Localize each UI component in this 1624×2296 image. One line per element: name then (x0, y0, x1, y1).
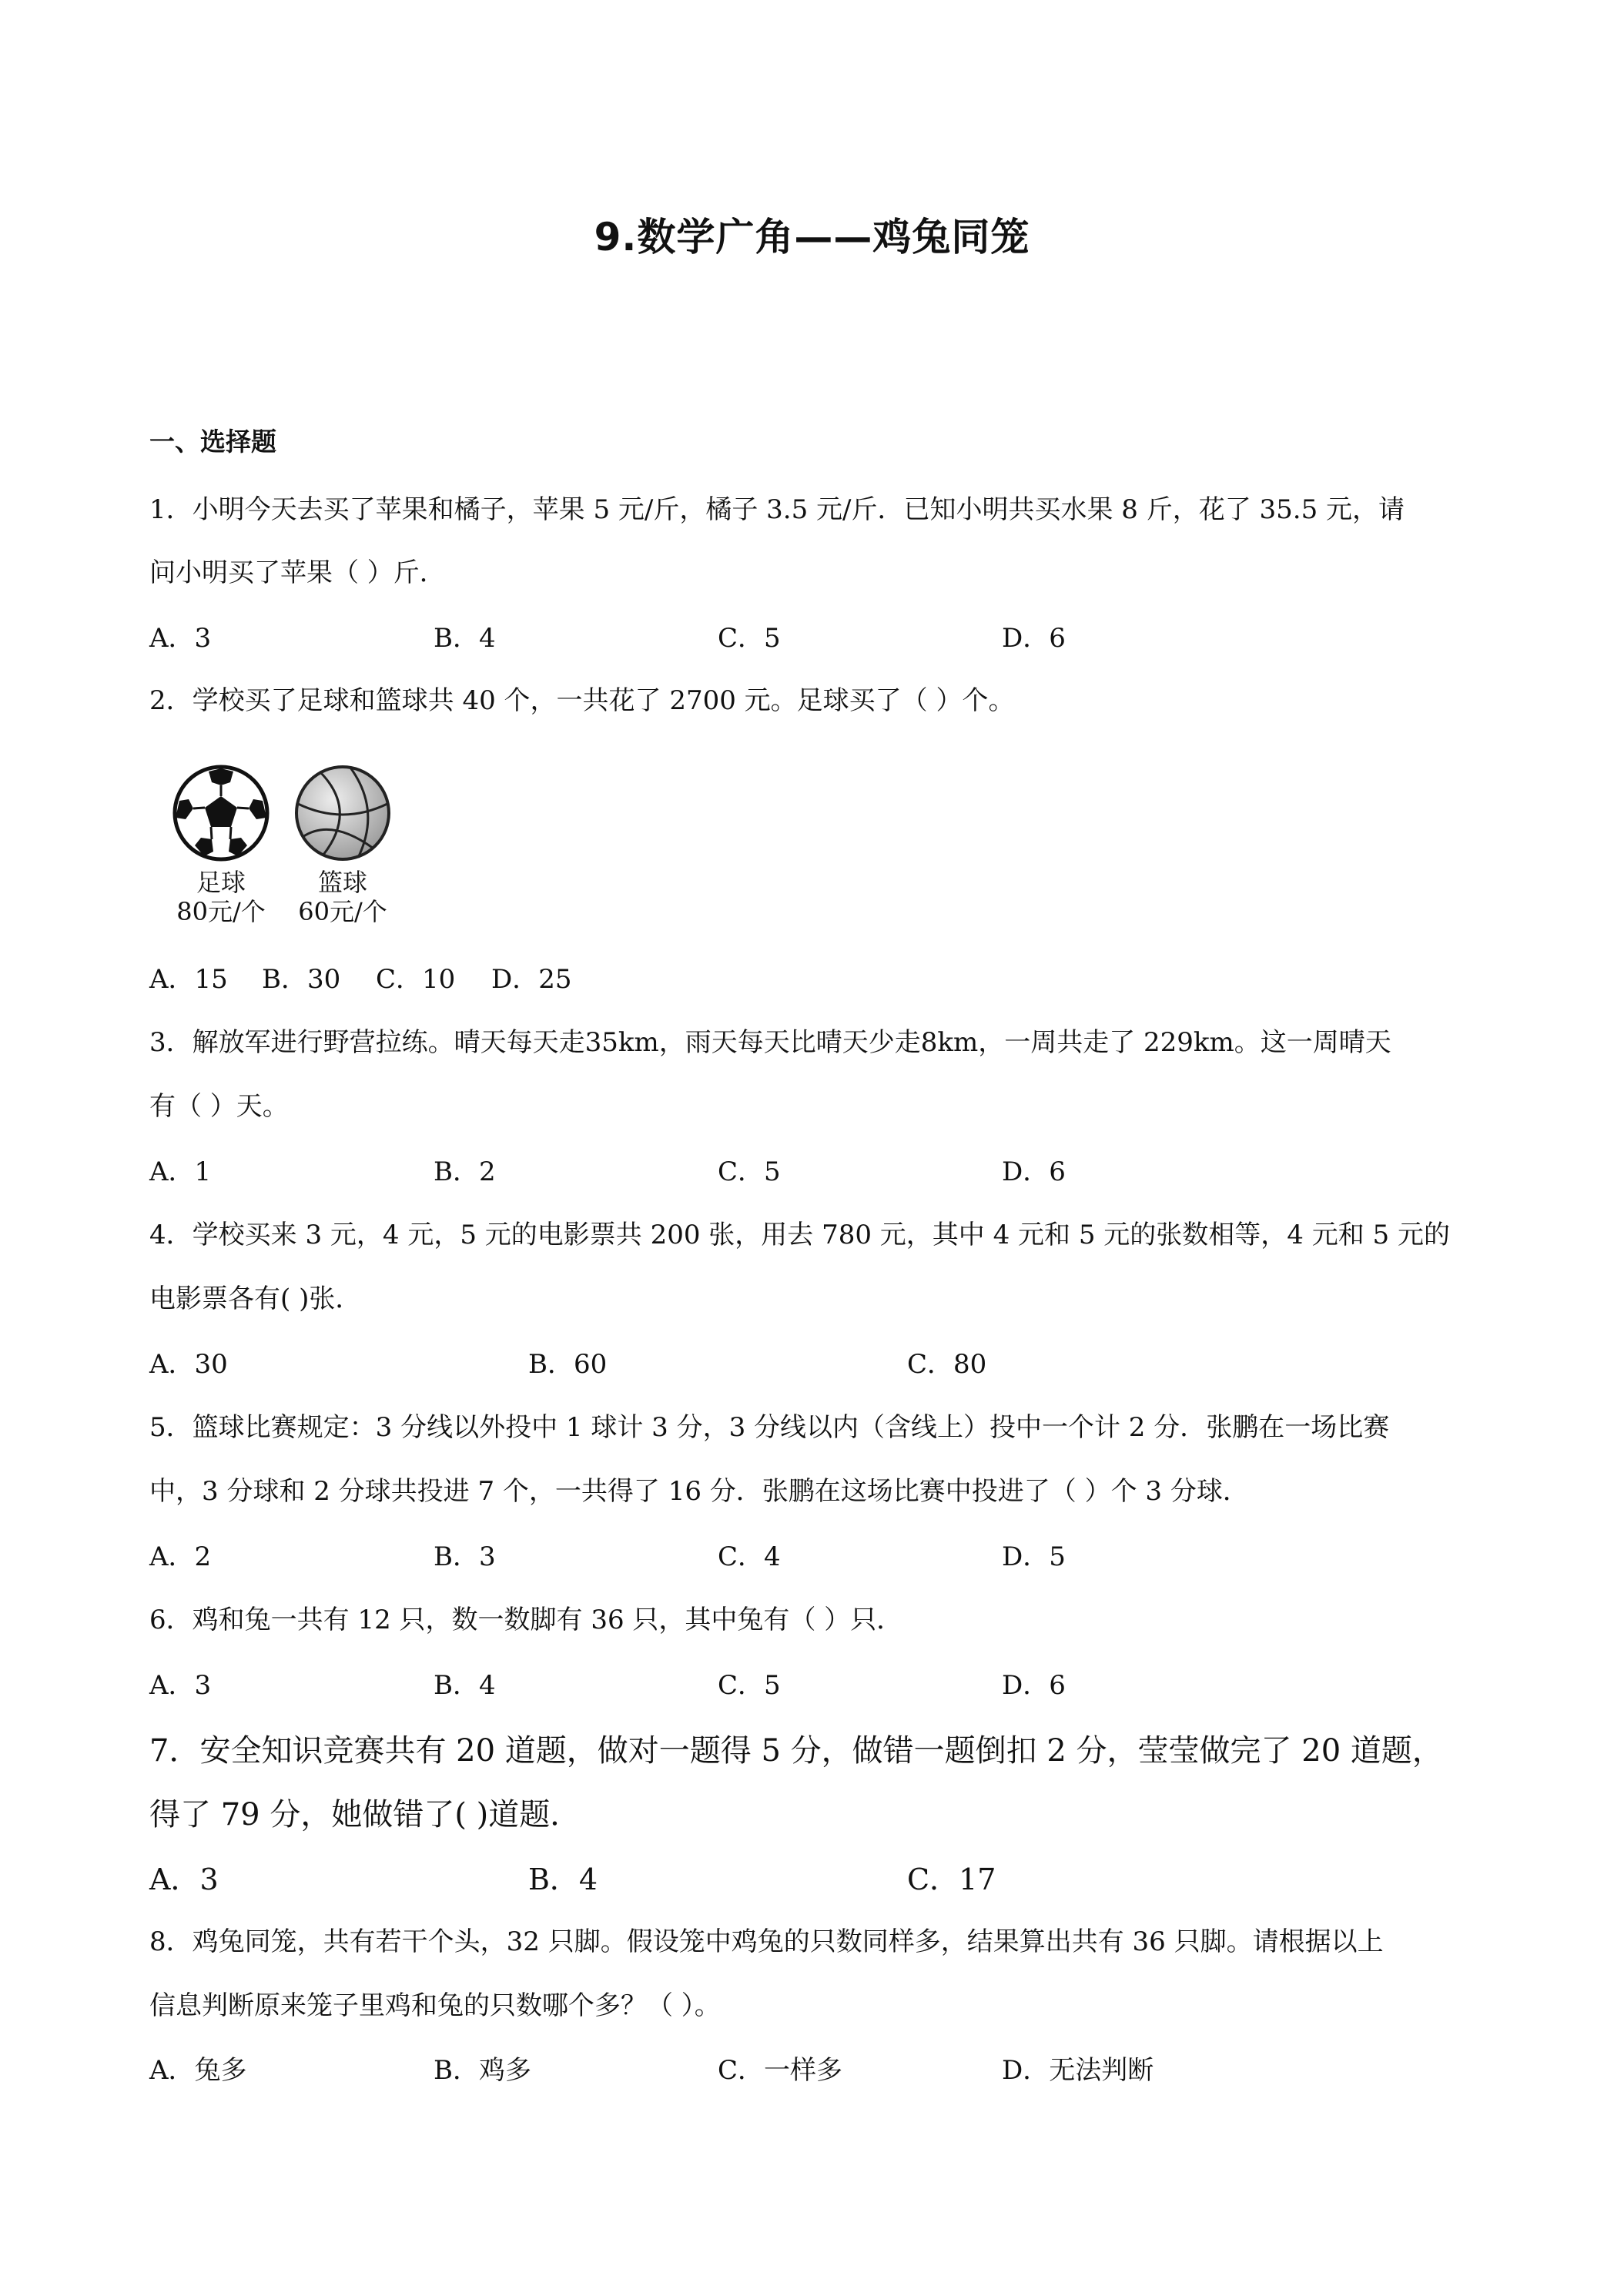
question-7-option-c: C．17 (907, 1863, 996, 1896)
question-8-line-1: 8．鸡兔同笼，共有若干个头，32 只脚。假设笼中鸡兔的只数同样多，结果算出共有 36 只脚。请根据以上 (149, 1926, 1384, 1957)
question-3-line-1: 3．解放军进行野营拉练。晴天每天走35km，雨天每天比晴天少走8km，一周共走了 229km。这一周晴天 (149, 1027, 1391, 1058)
question-1-option-a: A．3 (149, 623, 212, 654)
question-5-option-a: A．2 (149, 1541, 212, 1572)
question-5-line-2: 中，3 分球和 2 分球共投进 7 个，一共得了 16 分．张鹏在这场比赛中投进了（ ）个 3 分球． (149, 1476, 1249, 1507)
soccer-ball-name: 足球 (196, 868, 246, 897)
question-2-option-c: C．10 (376, 964, 456, 995)
question-2-option-d: D．25 (491, 964, 572, 995)
question-5-option-c: C．4 (718, 1541, 781, 1572)
question-4-line-2: 电影票各有( )张． (149, 1284, 362, 1314)
question-7-line-2: 得了 79 分，她做错了( )道题． (149, 1797, 581, 1832)
question-3-option-d: D．6 (1002, 1156, 1066, 1187)
question-6-line-1: 6．鸡和兔一共有 12 只，数一数脚有 36 只，其中兔有（ ）只． (149, 1605, 903, 1635)
question-6-option-b: B．4 (434, 1670, 496, 1701)
question-2-option-b: B．30 (262, 964, 341, 995)
question-6-option-d: D．6 (1002, 1670, 1066, 1701)
question-4-line-1: 4．学校买来 3 元，4 元，5 元的电影票共 200 张，用去 780 元，其中 4 元和 5 元的张数相等，4 元和 5 元的 (149, 1220, 1450, 1250)
question-4-option-a: A．30 (149, 1349, 228, 1380)
basketball-price: 60元/个 (298, 897, 387, 927)
question-6-option-c: C．5 (718, 1670, 781, 1701)
question-2-option-a: A．15 (149, 964, 228, 995)
question-3-option-b: B．2 (434, 1156, 496, 1187)
question-1-option-c: C．5 (718, 623, 781, 654)
question-4-option-b: B．60 (528, 1349, 608, 1380)
section-heading: 一、选择题 (149, 427, 276, 457)
ball-price-figure (166, 764, 412, 933)
question-1-option-b: B．4 (434, 623, 496, 654)
page-title: 9.数学广角——鸡兔同笼 (594, 215, 1030, 259)
question-8-option-a: A．兔多 (149, 2055, 247, 2086)
question-5-option-d: D．5 (1002, 1541, 1066, 1572)
question-3-option-c: C．5 (718, 1156, 781, 1187)
question-8-option-b: B．鸡多 (434, 2055, 531, 2086)
soccer-ball-price: 80元/个 (176, 897, 266, 927)
question-5-option-b: B．3 (434, 1541, 496, 1572)
question-3-line-2: 有（ ）天。 (149, 1091, 289, 1122)
question-8-option-c: C．一样多 (718, 2055, 843, 2086)
question-1-line-2: 问小明买了苹果（ ）斤． (149, 557, 446, 588)
question-4-option-c: C．80 (907, 1349, 987, 1380)
question-7-option-b: B．4 (528, 1863, 598, 1896)
basketball-icon (296, 767, 389, 859)
question-6-option-a: A．3 (149, 1670, 212, 1701)
soccer-ball-caption (163, 868, 279, 927)
question-7-option-a: A．3 (149, 1863, 219, 1896)
soccer-ball-icon (175, 767, 267, 859)
question-2-line-1: 2．学校买了足球和篮球共 40 个，一共花了 2700 元。足球买了（ ）个。 (149, 685, 1015, 716)
question-1-option-d: D．6 (1002, 623, 1066, 654)
question-3-option-a: A．1 (149, 1156, 212, 1187)
question-8-line-2: 信息判断原来笼子里鸡和兔的只数哪个多？（ ）。 (149, 1990, 721, 2021)
question-7-line-1: 7．安全知识竞赛共有 20 道题，做对一题得 5 分，做错一题倒扣 2 分，莹莹做完了 20 道题， (149, 1733, 1443, 1769)
question-1-line-1: 1．小明今天去买了苹果和橘子，苹果 5 元/斤，橘子 3.5 元/斤．已知小明共买水果 8 斤，花了 35.5 元，请 (149, 494, 1405, 525)
question-8-option-d: D．无法判断 (1002, 2055, 1154, 2086)
basketball-name: 篮球 (317, 868, 367, 897)
balls-illustration (166, 764, 412, 864)
basketball-caption (285, 868, 400, 927)
question-5-line-1: 5．篮球比赛规定：3 分线以外投中 1 球计 3 分，3 分线以内（含线上）投中一个计 2 分．张鹏在一场比赛 (149, 1412, 1390, 1443)
